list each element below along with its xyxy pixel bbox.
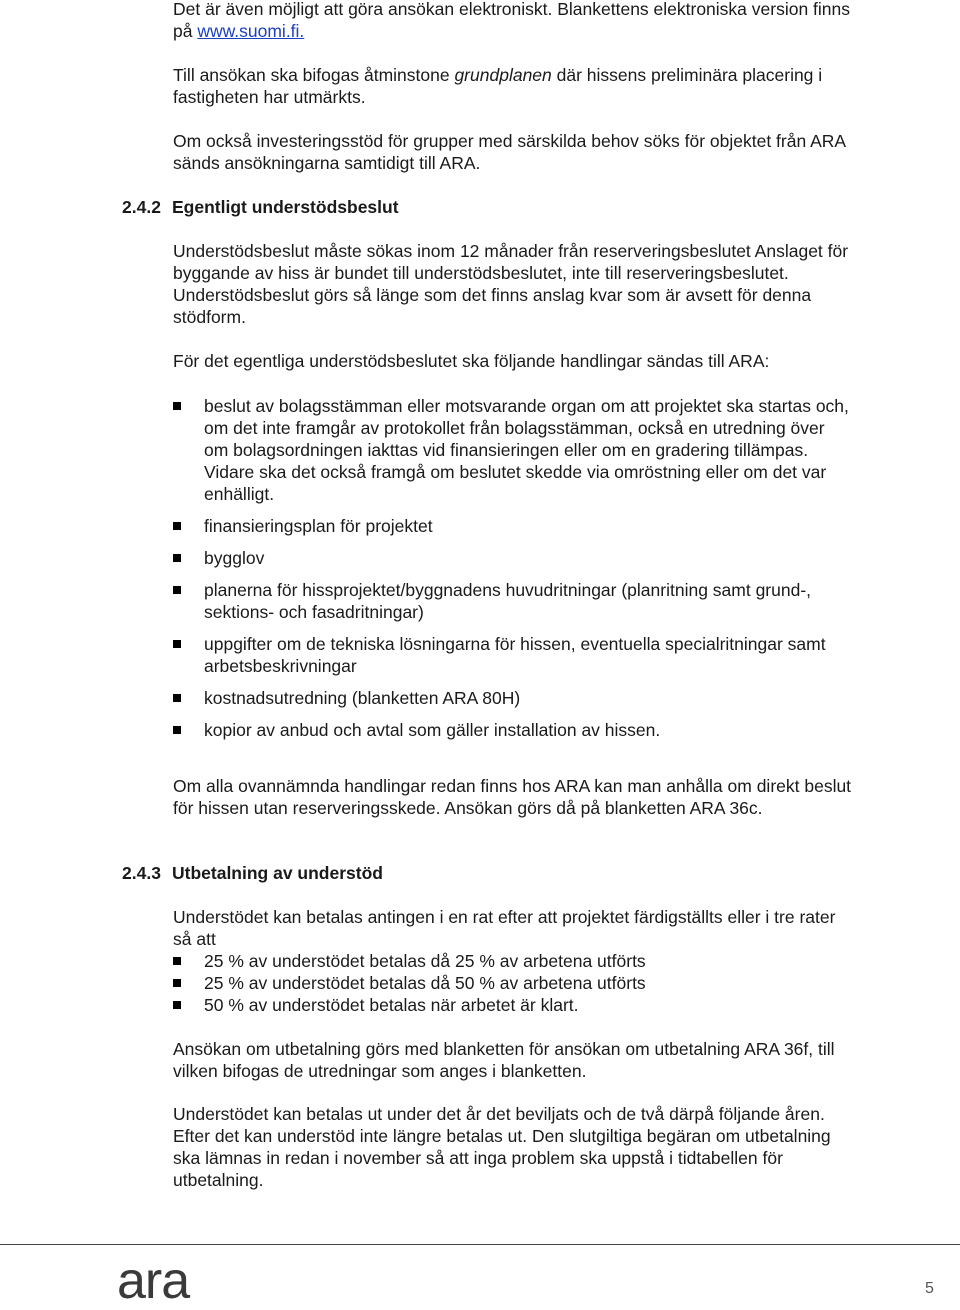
square-bullet-icon	[173, 554, 181, 562]
square-bullet-icon	[173, 402, 181, 410]
section-2-4-2-paragraph-2: För det egentliga understödsbeslutet ska följande handlingar sändas till ARA:	[173, 351, 770, 371]
section-2-4-2-paragraph-1: Understödsbeslut måste sökas inom 12 månader från reserveringsbeslutet Anslaget för byggande av hiss är bundet till understödsbeslutet, inte till reserveringsbeslutet. Understödsbeslut görs så länge som det finns anslag kvar som är avsett för denna stödform.	[173, 241, 849, 327]
section-2-4-2-paragraph-3: Om alla ovannämnda handlingar redan finns hos ARA kan man anhålla om direkt beslut för hissen utan reserveringsskede. Ansökan görs då på blanketten ARA 36c.	[173, 776, 852, 818]
ara-logo: ara	[117, 1252, 190, 1310]
section-2-4-3-paragraph-2: Ansökan om utbetalning görs med blanketten för ansökan om utbetalning ARA 36f, till vilken bifogas de utredningar som anges i blanketten.	[173, 1039, 835, 1081]
square-bullet-icon	[173, 979, 181, 987]
list-item: bygglov	[173, 547, 853, 569]
square-bullet-icon	[173, 957, 181, 965]
page-number: 5	[925, 1280, 934, 1297]
square-bullet-icon	[173, 586, 181, 594]
section-heading-2-4-2: 2.4.2 Egentligt understödsbeslut	[122, 197, 399, 217]
list-item: 25 % av understödet betalas då 50 % av arbetena utförts	[173, 972, 853, 994]
required-documents-list	[173, 395, 853, 741]
list-item: uppgifter om de tekniska lösningarna för hissen, eventuella specialritningar samt arbetsbeskrivningar	[173, 633, 853, 677]
intro-paragraph-investment: Om också investeringsstöd för grupper med särskilda behov söks för objektet från ARA sänds ansökningarna samtidigt till ARA.	[173, 131, 846, 173]
section-2-4-3-paragraph-3: Understödet kan betalas ut under det år det beviljats och de två därpå följande åren. Efter det kan understöd inte längre betalas ut. Den slutgiltiga begäran om utbetalning ska lämnas in redan i november så att inga problem ska uppstå i tidtabellen för utbetalning.	[173, 1104, 831, 1190]
intro-paragraph-electronic: Det är även möjligt att göra ansökan elektroniskt. Blankettens elektroniska version finns på www.suomi.fi.	[173, 0, 851, 41]
square-bullet-icon	[173, 1001, 181, 1009]
square-bullet-icon	[173, 522, 181, 530]
square-bullet-icon	[173, 640, 181, 648]
square-bullet-icon	[173, 694, 181, 702]
square-bullet-icon	[173, 726, 181, 734]
list-item: beslut av bolagsstämman eller motsvarande organ om att projektet ska startas och, om det inte framgår av protokollet från bolagsstämman, också en utredning över om bolagsordningen iakttas vid finansieringen eller om en gradering tillämpas. Vidare ska det också framgå om beslutet skedde via omröstning eller om det var enhälligt.	[173, 395, 853, 505]
section-heading-2-4-3: 2.4.3 Utbetalning av understöd	[122, 863, 383, 883]
payment-installments-list	[173, 950, 853, 1016]
list-item: 25 % av understödet betalas då 25 % av arbetena utförts	[173, 950, 853, 972]
intro-paragraph-attachments: Till ansökan ska bifogas åtminstone grundplanen där hissens preliminära placering i fastigheten har utmärkts.	[173, 65, 823, 107]
list-item: kopior av anbud och avtal som gäller installation av hissen.	[173, 719, 853, 741]
list-item: planerna för hissprojektet/byggnadens huvudritningar (planritning samt grund-, sektions- och fasadritningar)	[173, 579, 853, 623]
footer-divider	[0, 1244, 960, 1245]
suomi-link[interactable]: www.suomi.fi.	[197, 21, 305, 41]
list-item: finansieringsplan för projektet	[173, 515, 853, 537]
section-2-4-3-paragraph-1: Understödet kan betalas antingen i en rat efter att projektet färdigställts eller i tre rater så att	[173, 907, 836, 949]
list-item: kostnadsutredning (blanketten ARA 80H)	[173, 687, 853, 709]
list-item: 50 % av understödet betalas när arbetet är klart.	[173, 994, 853, 1016]
